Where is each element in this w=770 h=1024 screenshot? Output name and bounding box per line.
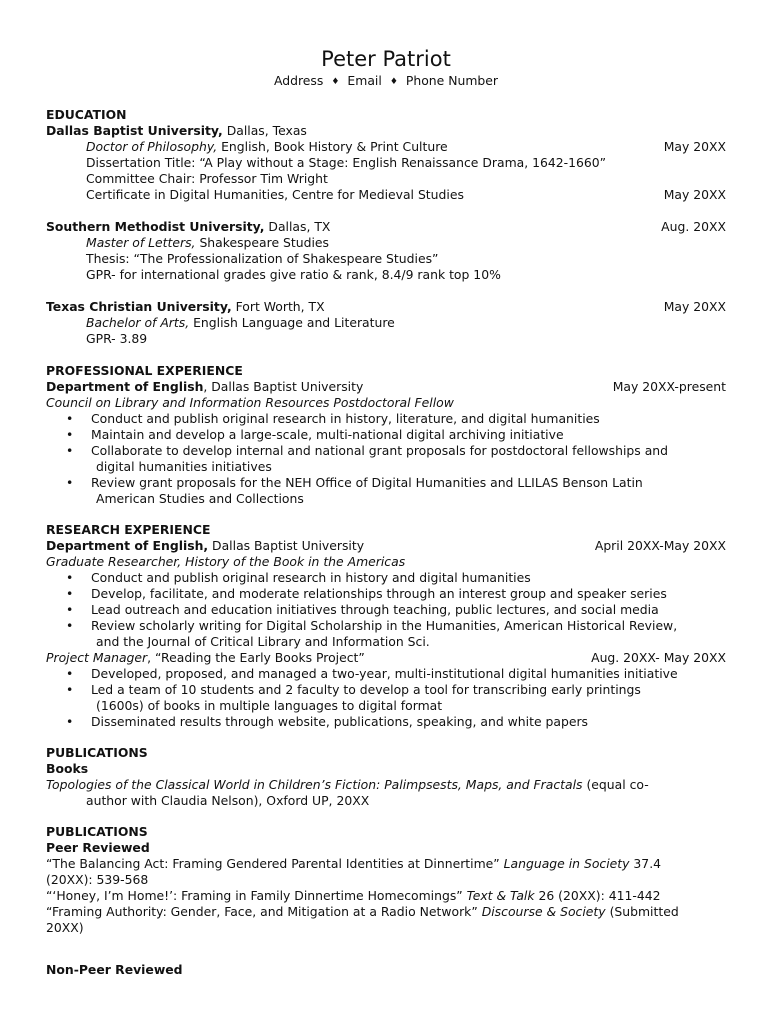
- list-item: • Conduct and publish original research in history and digital humanities: [66, 570, 531, 585]
- bullet-icon: •: [66, 586, 74, 601]
- bullet-icon: •: [66, 682, 74, 697]
- list-item: • Led a team of 10 students and 2 faculty to develop a tool for transcribing early printings (1600s) of books in multiple languages to digital format: [66, 682, 641, 713]
- list-item: • Lead outreach and education initiatives through teaching, public lectures, and social media: [66, 602, 659, 617]
- edu-smu-date: Aug. 20XX: [661, 219, 726, 234]
- non-peer-reviewed-subheading: Non-Peer Reviewed: [46, 962, 183, 977]
- edu-tcu-degree: Bachelor of Arts,: [86, 315, 190, 330]
- list-item: • Conduct and publish original research in history, literature, and digital humanities: [66, 411, 600, 426]
- resume-name: Peter Patriot: [321, 47, 451, 71]
- journal-name: Discourse & Society: [481, 904, 606, 919]
- prof-role: Council on Library and Information Resources Postdoctoral Fellow: [46, 395, 454, 410]
- contact-phone: Phone Number: [405, 73, 498, 88]
- research-heading: RESEARCH EXPERIENCE: [46, 522, 211, 537]
- edu-dbu-field: English, Book History & Print Culture: [217, 139, 448, 154]
- project-row: [46, 650, 726, 666]
- books-subheading: Books: [46, 761, 89, 776]
- separator-diamond-icon: ♦: [389, 77, 398, 87]
- edu-smu-gpr: GPR- for international grades give ratio & rank, 8.4/9 rank top 10%: [86, 267, 501, 282]
- prof-org: , Dallas Baptist University: [203, 379, 364, 394]
- edu-dbu-school: Dallas Baptist University,: [46, 123, 223, 138]
- bullet-icon: •: [66, 618, 74, 633]
- edu-tcu-school-row: [46, 299, 726, 315]
- edu-dbu-certificate: Certificate in Digital Humanities, Centre for Medieval Studies: [86, 187, 464, 202]
- edu-smu-school-row: [46, 219, 726, 235]
- bullet-icon: •: [66, 443, 74, 458]
- contact-address: Address: [273, 73, 324, 88]
- separator-diamond-icon: ♦: [331, 77, 340, 87]
- edu-dbu-location: Dallas, Texas: [222, 123, 307, 138]
- edu-smu-location: Dallas, TX: [264, 219, 331, 234]
- list-item: • Developed, proposed, and managed a two-year, multi-institutional digital humanities initiative: [66, 666, 678, 681]
- edu-tcu-date: May 20XX: [663, 299, 726, 314]
- book-title: Topologies of the Classical World in Children’s Fiction: Palimpsests, Maps, and Fractals: [46, 777, 583, 792]
- edu-smu-school: Southern Methodist University,: [46, 219, 265, 234]
- journal-name: Language in Society: [503, 856, 630, 871]
- edu-dbu-date: May 20XX: [663, 139, 726, 154]
- research-date: April 20XX-May 20XX: [594, 538, 726, 553]
- book-rest: (equal co-: [582, 777, 649, 792]
- bullet-icon: •: [66, 475, 74, 490]
- list-item: • Maintain and develop a large-scale, multi-national digital archiving initiative: [66, 427, 564, 442]
- project-date: Aug. 20XX- May 20XX: [591, 650, 726, 665]
- article-entry: “Framing Authority: Gender, Face, and Mitigation at a Radio Network” Discourse & Society (Submitted 20XX): [46, 904, 679, 935]
- article-entry: “‘Honey, I’m Home!’: Framing in Family Dinnertime Homecomings” Text & Talk 26 (20XX): 411-442: [46, 888, 661, 903]
- edu-tcu-school: Texas Christian University,: [46, 299, 232, 314]
- journal-name: Text & Talk: [466, 888, 535, 903]
- book-entry: [46, 777, 726, 809]
- bullet-icon: •: [66, 714, 74, 729]
- contact-line: [46, 72, 726, 92]
- professional-heading: PROFESSIONAL EXPERIENCE: [46, 363, 243, 378]
- edu-dbu-certificate-row: [46, 187, 726, 203]
- education-heading: EDUCATION: [46, 107, 127, 122]
- list-item: • Develop, facilitate, and moderate relationships through an interest group and speaker series: [66, 586, 667, 601]
- edu-dbu-chair: Committee Chair: Professor Tim Wright: [86, 171, 328, 186]
- resume-page: [46, 46, 726, 978]
- project-title: , “Reading the Early Books Project”: [147, 650, 365, 665]
- list-item: • Disseminated results through website, publications, speaking, and white papers: [66, 714, 588, 729]
- edu-smu-thesis: Thesis: “The Professionalization of Shakespeare Studies”: [86, 251, 439, 266]
- edu-smu-degree: Master of Letters,: [86, 235, 196, 250]
- edu-dbu-degree-row: [46, 139, 726, 155]
- prof-bullet-list: [46, 411, 726, 507]
- list-item: • Collaborate to develop internal and national grant proposals for postdoctoral fellowships and digital humanities initiatives: [66, 443, 669, 474]
- bullet-icon: •: [66, 411, 74, 426]
- edu-dbu-dissertation: Dissertation Title: “A Play without a Stage: English Renaissance Drama, 1642-1660”: [86, 155, 607, 170]
- bullet-icon: •: [66, 427, 74, 442]
- edu-smu-degree-line: [46, 235, 726, 251]
- prof-date: May 20XX-present: [612, 379, 726, 394]
- prof-dept: Department of English: [46, 379, 204, 394]
- article-entry: “The Balancing Act: Framing Gendered Parental Identities at Dinnertime” Language in Society 37.4 (20XX): 539-568: [46, 856, 662, 887]
- list-item: • Review scholarly writing for Digital Scholarship in the Humanities, American Historical Review, and the Journal of Critical Library and Information Sci.: [66, 618, 678, 649]
- research-role: Graduate Researcher, History of the Book in the Americas: [46, 554, 406, 569]
- list-item: • Review grant proposals for the NEH Office of Digital Humanities and LLILAS Benson Latin American Studies and Collections: [66, 475, 643, 506]
- research-bullet-list: [46, 570, 726, 650]
- book-cont: author with Claudia Nelson), Oxford UP, 20XX: [86, 793, 370, 808]
- edu-dbu-certificate-date: May 20XX: [663, 187, 726, 202]
- research-org: Dallas Baptist University: [208, 538, 365, 553]
- contact-email: Email: [347, 73, 382, 88]
- bullet-icon: •: [66, 666, 74, 681]
- publications-heading-2: PUBLICATIONS: [46, 824, 148, 839]
- edu-tcu-degree-line: [46, 315, 726, 331]
- edu-dbu-degree: Doctor of Philosophy,: [86, 139, 218, 154]
- research-dept-row: [46, 538, 726, 554]
- research-dept: Department of English,: [46, 538, 209, 553]
- edu-tcu-location: Fort Worth, TX: [231, 299, 325, 314]
- bullet-icon: •: [66, 570, 74, 585]
- edu-dbu-school-line: [46, 123, 726, 139]
- edu-tcu-field: English Language and Literature: [189, 315, 395, 330]
- peer-reviewed-subheading: Peer Reviewed: [46, 840, 150, 855]
- publications-heading: PUBLICATIONS: [46, 745, 148, 760]
- edu-tcu-gpr: GPR- 3.89: [86, 331, 148, 346]
- prof-dept-row: [46, 379, 726, 395]
- edu-smu-field: Shakespeare Studies: [195, 235, 329, 250]
- project-role: Project Manager: [46, 650, 148, 665]
- bullet-icon: •: [66, 602, 74, 617]
- project-bullet-list: [46, 666, 726, 730]
